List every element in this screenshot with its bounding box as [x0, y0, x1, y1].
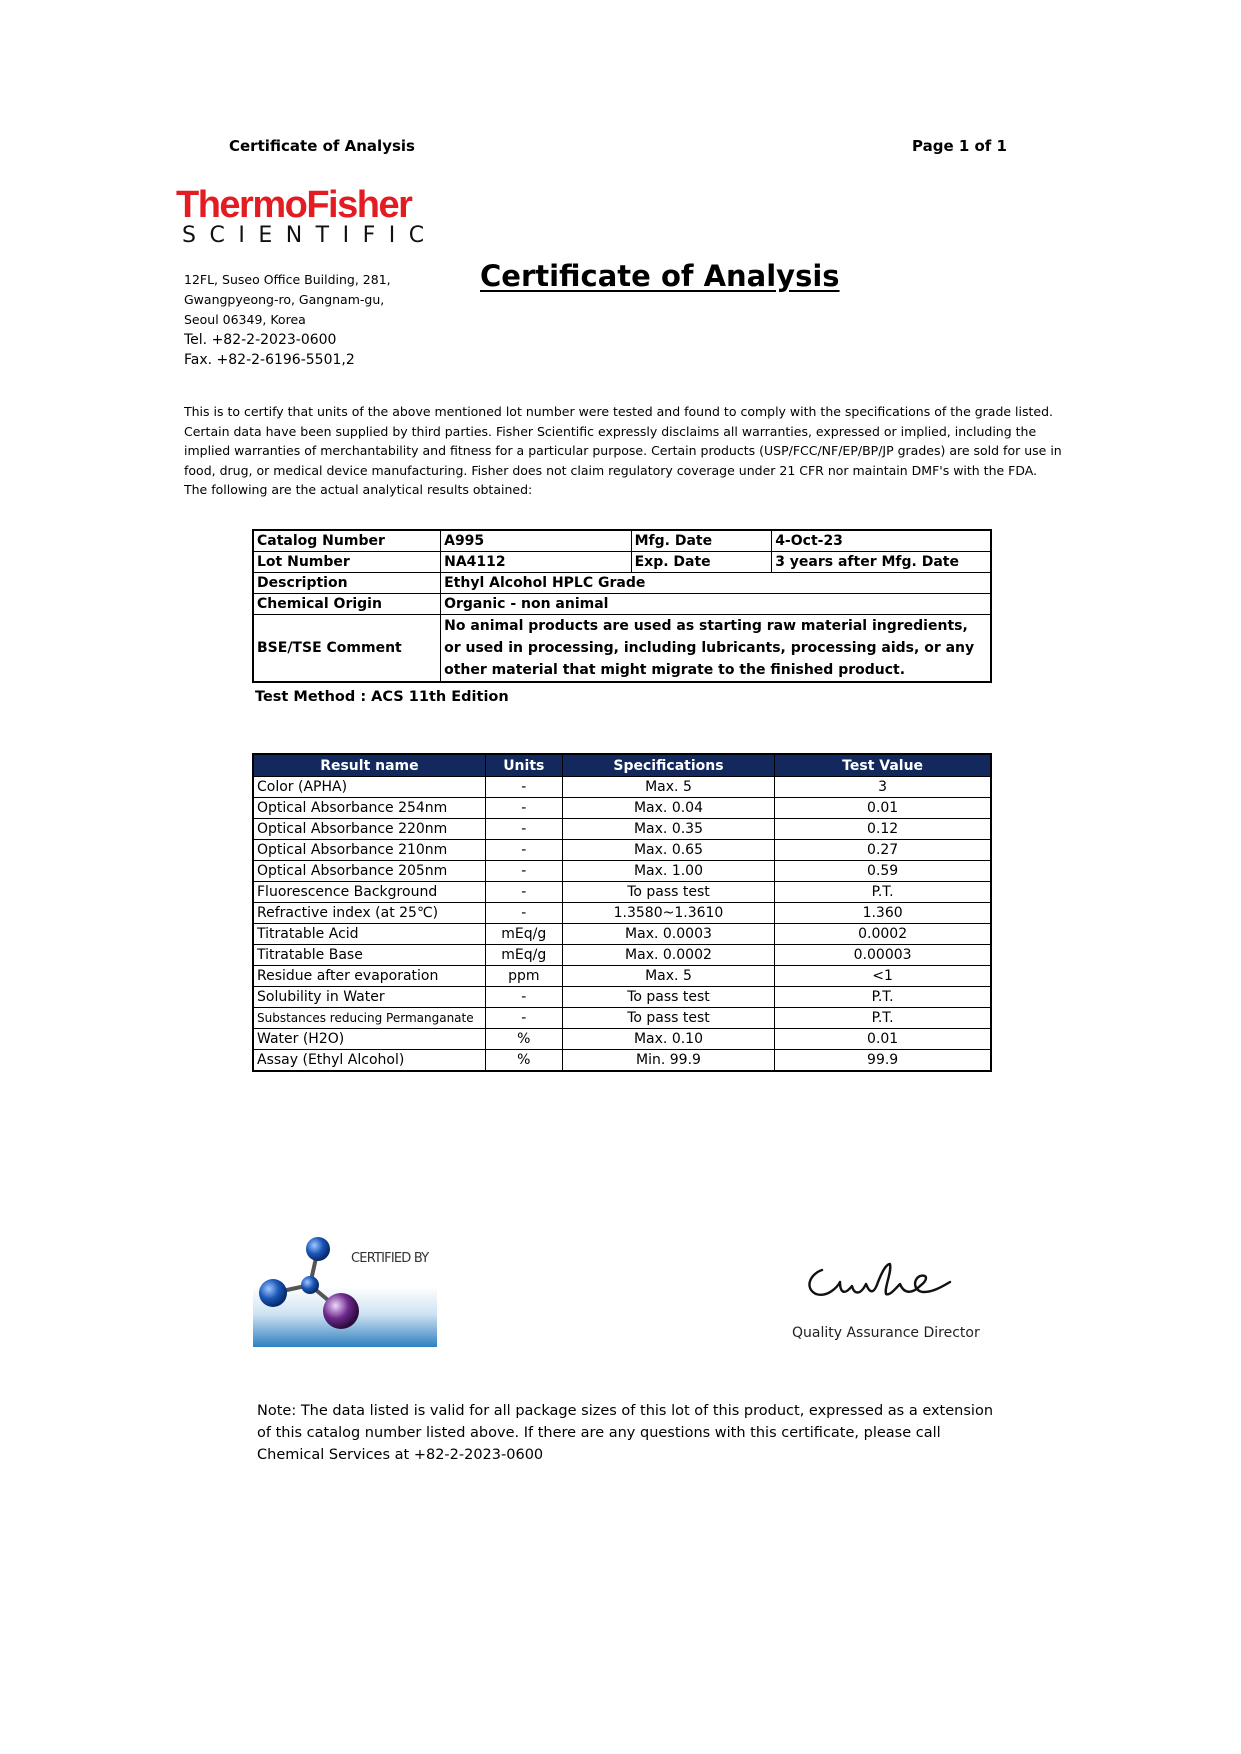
result-name-cell: Optical Absorbance 254nm [253, 798, 485, 819]
result-name-cell: Color (APHA) [253, 777, 485, 798]
result-name-cell: Titratable Base [253, 945, 485, 966]
mfg-date-label: Mfg. Date [631, 530, 772, 552]
specification-cell: To pass test [562, 882, 775, 903]
units-cell: mEq/g [485, 945, 562, 966]
table-row [253, 924, 991, 945]
test-value-cell: 1.360 [775, 903, 991, 924]
specification-cell: Max. 0.65 [562, 840, 775, 861]
table-row [253, 1008, 991, 1029]
lot-value: NA4112 [441, 552, 631, 573]
specification-cell: To pass test [562, 1008, 775, 1029]
table-row [253, 552, 991, 573]
certified-by-logo [253, 1237, 437, 1347]
lot-label: Lot Number [253, 552, 441, 573]
company-logo-sub: SCIENTIFIC [182, 223, 438, 248]
catalog-value: A995 [441, 530, 631, 552]
table-row [253, 615, 991, 683]
document-title: Certificate of Analysis [480, 259, 840, 293]
table-row [253, 530, 991, 552]
address-line: 12FL, Suseo Office Building, 281, [184, 272, 391, 287]
header-units: Units [485, 754, 562, 777]
table-row [253, 798, 991, 819]
table-row [253, 987, 991, 1008]
table-row [253, 819, 991, 840]
result-name-cell: Fluorescence Background [253, 882, 485, 903]
table-row [253, 594, 991, 615]
origin-label: Chemical Origin [253, 594, 441, 615]
results-header-row [253, 754, 991, 777]
units-cell: mEq/g [485, 924, 562, 945]
header-result-name: Result name [253, 754, 485, 777]
units-cell: ppm [485, 966, 562, 987]
page-number: Page 1 of 1 [912, 137, 1007, 155]
certified-by-label: CERTIFIED BY [351, 1251, 429, 1266]
test-value-cell: P.T. [775, 882, 991, 903]
table-row [253, 777, 991, 798]
specification-cell: Max. 0.0003 [562, 924, 775, 945]
signature-icon [800, 1252, 960, 1312]
address-tel: Tel. +82-2-2023-0600 [184, 332, 337, 348]
test-value-cell: 0.59 [775, 861, 991, 882]
test-value-cell: <1 [775, 966, 991, 987]
note-paragraph: Note: The data listed is valid for all package sizes of this lot of this product, expressed as a extension of this catalog number listed above. If there are any questions with this certificate, please call Chemical Services at +82-2-2023-0600 [257, 1403, 994, 1463]
address-fax: Fax. +82-2-6196-5501,2 [184, 352, 355, 368]
result-name-cell: Solubility in Water [253, 987, 485, 1008]
specification-cell: Max. 5 [562, 966, 775, 987]
table-row [253, 966, 991, 987]
units-cell: - [485, 777, 562, 798]
specification-cell: Max. 0.04 [562, 798, 775, 819]
results-table [252, 753, 992, 1072]
table-row [253, 903, 991, 924]
address-line: Seoul 06349, Korea [184, 312, 306, 327]
table-row [253, 1029, 991, 1050]
test-value-cell: 0.01 [775, 1029, 991, 1050]
exp-date-value: 3 years after Mfg. Date [772, 552, 991, 573]
test-value-cell: 0.27 [775, 840, 991, 861]
units-cell: - [485, 819, 562, 840]
intro-paragraph: This is to certify that units of the above mentioned lot number were tested and found to comply with the specifications of the grade listed. Certain data have been supplied by third parties. Fisher Scientific expressly disclaims all warranties, expressed or implied, including the implied warranties of merchantability and fitness for a particular purpose. Certain products (USP/FCC/NF/EP/BP/JP grades) are sold for use in food, drug, or medical device manufacturing. Fisher does not claim regulatory coverage under 21 CFR nor maintain DMF's with the FDA. The following are the actual analytical results obtained: [184, 404, 1062, 498]
result-name-cell: Refractive index (at 25℃) [253, 903, 485, 924]
header-specifications: Specifications [562, 754, 775, 777]
bse-label: BSE/TSE Comment [253, 615, 441, 683]
specification-cell: 1.3580~1.3610 [562, 903, 775, 924]
units-cell: - [485, 798, 562, 819]
table-row [253, 573, 991, 594]
result-name-cell: Optical Absorbance 205nm [253, 861, 485, 882]
test-value-cell: 0.12 [775, 819, 991, 840]
mfg-date-value: 4-Oct-23 [772, 530, 991, 552]
test-value-cell: 0.00003 [775, 945, 991, 966]
result-name-cell: Water (H2O) [253, 1029, 485, 1050]
units-cell: - [485, 987, 562, 1008]
result-name-cell: Titratable Acid [253, 924, 485, 945]
specification-cell: Min. 99.9 [562, 1050, 775, 1072]
table-row [253, 861, 991, 882]
test-value-cell: P.T. [775, 1008, 991, 1029]
specification-cell: To pass test [562, 987, 775, 1008]
units-cell: % [485, 1050, 562, 1072]
company-address [184, 270, 391, 370]
units-cell: - [485, 903, 562, 924]
test-method: Test Method : ACS 11th Edition [255, 689, 509, 705]
result-name-cell: Optical Absorbance 220nm [253, 819, 485, 840]
address-line: Gwangpyeong-ro, Gangnam-gu, [184, 292, 385, 307]
signature-title: Quality Assurance Director [792, 1325, 980, 1341]
table-row [253, 882, 991, 903]
table-row [253, 945, 991, 966]
units-cell: - [485, 861, 562, 882]
description-label: Description [253, 573, 441, 594]
specification-cell: Max. 0.10 [562, 1029, 775, 1050]
test-value-cell: 0.0002 [775, 924, 991, 945]
specification-cell: Max. 0.35 [562, 819, 775, 840]
specification-cell: Max. 1.00 [562, 861, 775, 882]
catalog-label: Catalog Number [253, 530, 441, 552]
specification-cell: Max. 5 [562, 777, 775, 798]
exp-date-label: Exp. Date [631, 552, 772, 573]
result-name-cell: Substances reducing Permanganate [253, 1008, 485, 1029]
bse-value: No animal products are used as starting raw material ingredients, or used in processing, including lubricants, processing aids, or any other material that might migrate to the finished product. [441, 615, 991, 683]
units-cell: - [485, 1008, 562, 1029]
units-cell: - [485, 840, 562, 861]
product-info-table [252, 529, 992, 683]
result-name-cell: Optical Absorbance 210nm [253, 840, 485, 861]
description-value: Ethyl Alcohol HPLC Grade [441, 573, 991, 594]
test-value-cell: 0.01 [775, 798, 991, 819]
test-value-cell: P.T. [775, 987, 991, 1008]
table-row [253, 840, 991, 861]
specification-cell: Max. 0.0002 [562, 945, 775, 966]
result-name-cell: Assay (Ethyl Alcohol) [253, 1050, 485, 1072]
table-row [253, 1050, 991, 1072]
company-logo-brand: ThermoFisher [176, 184, 412, 226]
test-value-cell: 99.9 [775, 1050, 991, 1072]
header-test-value: Test Value [775, 754, 991, 777]
result-name-cell: Residue after evaporation [253, 966, 485, 987]
test-value-cell: 3 [775, 777, 991, 798]
origin-value: Organic - non animal [441, 594, 991, 615]
header-left: Certificate of Analysis [229, 137, 415, 155]
units-cell: - [485, 882, 562, 903]
units-cell: % [485, 1029, 562, 1050]
